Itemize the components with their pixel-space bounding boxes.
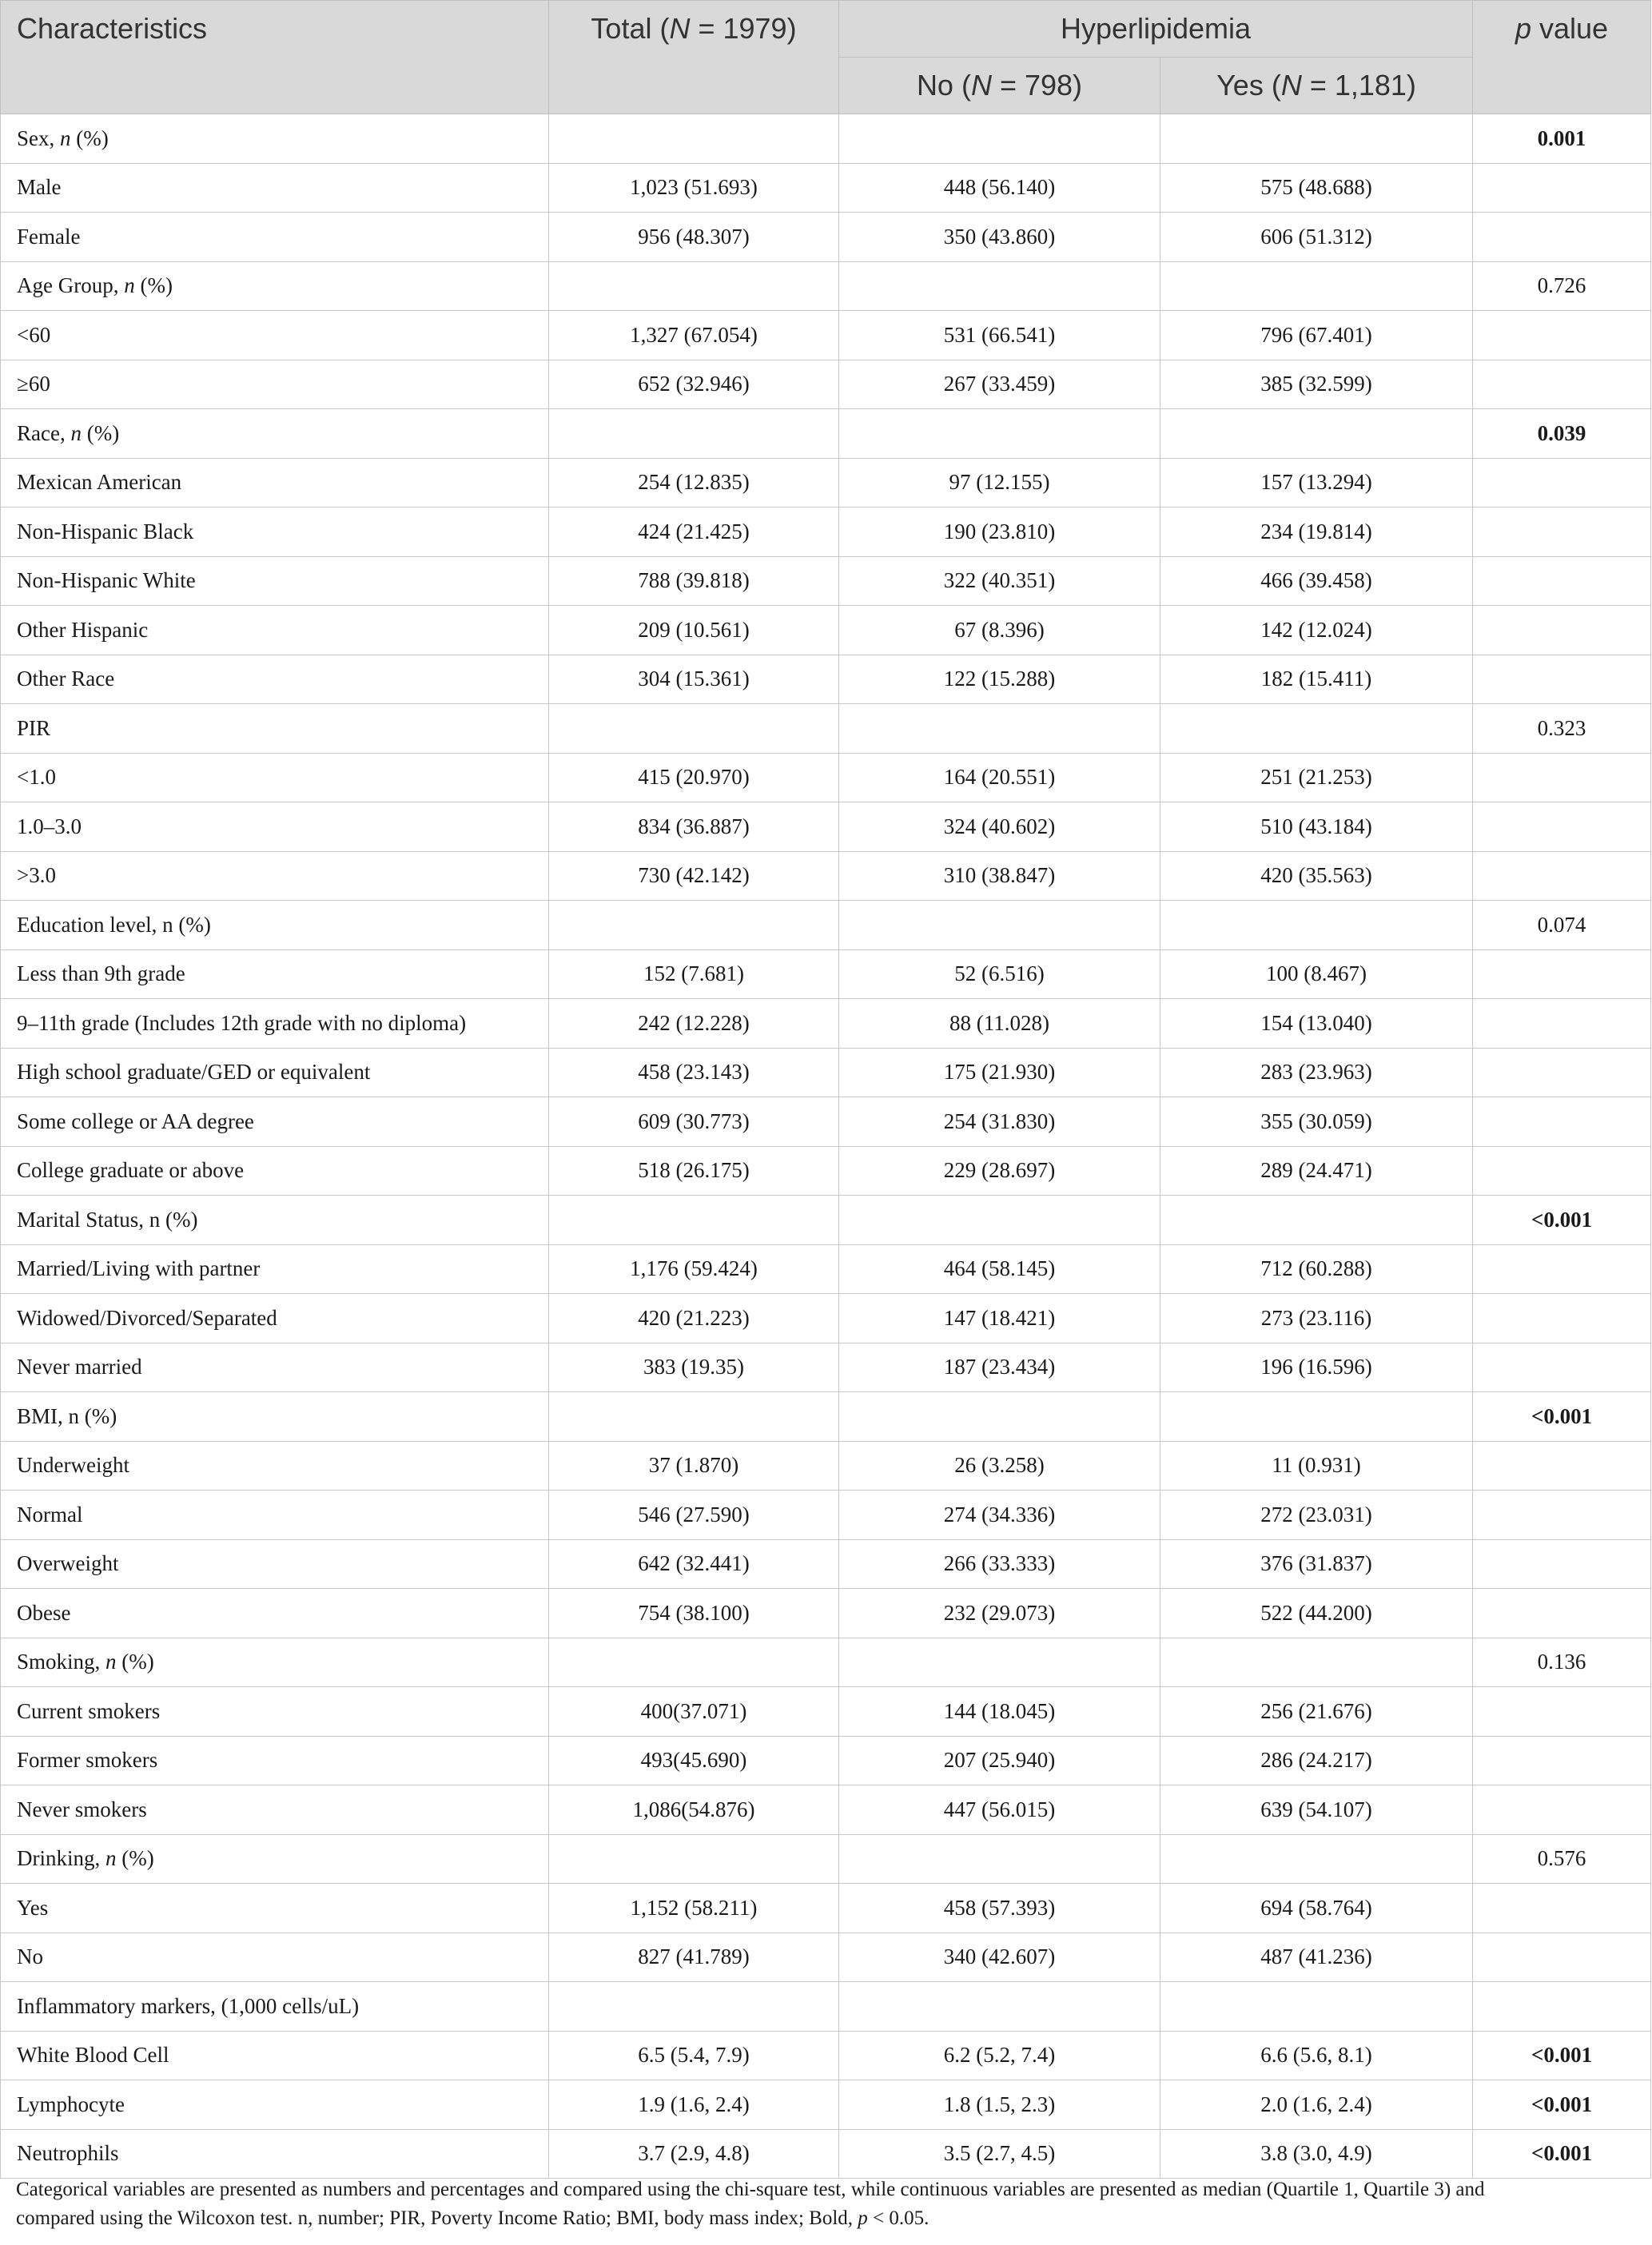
cell-yes: 606 (51.312) (1160, 213, 1473, 262)
cell-p-value (1473, 1294, 1651, 1343)
cell-no: 207 (25.940) (839, 1736, 1160, 1785)
row-label: Current smokers (1, 1687, 549, 1737)
row-label: Some college or AA degree (1, 1097, 549, 1147)
cell-yes: 286 (24.217) (1160, 1736, 1473, 1785)
cell-no: 531 (66.541) (839, 311, 1160, 360)
cell-p-value: <0.001 (1473, 1392, 1651, 1442)
row-label: Age Group, n (%) (1, 261, 549, 311)
row-label: Sex, n (%) (1, 114, 549, 164)
table-row (1, 311, 1651, 360)
cell-p-value: 0.323 (1473, 704, 1651, 754)
cell-yes (1160, 1982, 1473, 2032)
cell-total: 152 (7.681) (549, 949, 839, 999)
row-label: Lymphocyte (1, 2080, 549, 2130)
footnote-line-1: Categorical variables are presented as numbers and percentages and compared using the chi-square test, while continuous variables are presented as median (Quartile 1, Quartile 3) and (16, 2179, 1485, 2200)
cell-yes: 157 (13.294) (1160, 458, 1473, 508)
row-label: Marital Status, n (%) (1, 1196, 549, 1245)
table-row (1, 360, 1651, 409)
cell-total: 415 (20.970) (549, 753, 839, 802)
cell-total: 1,152 (58.211) (549, 1884, 839, 1933)
row-label: College graduate or above (1, 1146, 549, 1196)
row-label: Neutrophils (1, 2129, 549, 2179)
table-row (1, 802, 1651, 852)
cell-no (839, 1834, 1160, 1884)
cell-p-value (1473, 1244, 1651, 1294)
row-label: Education level, n (%) (1, 901, 549, 950)
cell-p-value (1473, 360, 1651, 409)
cell-yes (1160, 901, 1473, 950)
cell-yes: 355 (30.059) (1160, 1097, 1473, 1147)
cell-yes (1160, 409, 1473, 459)
cell-total: 458 (23.143) (549, 1048, 839, 1097)
table-row (1, 556, 1651, 606)
cell-p-value: 0.001 (1473, 114, 1651, 164)
table-footnote (16, 2175, 1638, 2233)
cell-no (839, 261, 1160, 311)
row-label: Never married (1, 1343, 549, 1392)
cell-p-value (1473, 163, 1651, 213)
cell-total: 1,327 (67.054) (549, 311, 839, 360)
cell-p-value (1473, 999, 1651, 1049)
table-row (1, 1589, 1651, 1638)
table-row (1, 949, 1651, 999)
cell-yes: 420 (35.563) (1160, 851, 1473, 901)
cell-yes: 100 (8.467) (1160, 949, 1473, 999)
cell-no (839, 1638, 1160, 1687)
cell-no: 340 (42.607) (839, 1933, 1160, 1982)
cell-no (839, 409, 1160, 459)
cell-p-value (1473, 1491, 1651, 1540)
table-row (1, 1441, 1651, 1491)
cell-no (839, 114, 1160, 164)
cell-no: 350 (43.860) (839, 213, 1160, 262)
cell-p-value (1473, 655, 1651, 704)
cell-total: 6.5 (5.4, 7.9) (549, 2031, 839, 2080)
table-row (1, 2031, 1651, 2080)
table-row (1, 1491, 1651, 1540)
cell-yes (1160, 1196, 1473, 1245)
table-row (1, 508, 1651, 557)
cell-no: 458 (57.393) (839, 1884, 1160, 1933)
cell-total: 37 (1.870) (549, 1441, 839, 1491)
cell-total: 546 (27.590) (549, 1491, 839, 1540)
cell-p-value (1473, 1982, 1651, 2032)
cell-p-value (1473, 753, 1651, 802)
cell-total: 956 (48.307) (549, 213, 839, 262)
cell-yes: 487 (41.236) (1160, 1933, 1473, 1982)
cell-total: 642 (32.441) (549, 1539, 839, 1589)
cell-total: 420 (21.223) (549, 1294, 839, 1343)
cell-yes: 712 (60.288) (1160, 1244, 1473, 1294)
cell-yes: 3.8 (3.0, 4.9) (1160, 2129, 1473, 2179)
table-row (1, 409, 1651, 459)
table-body (1, 114, 1651, 2179)
cell-p-value: <0.001 (1473, 2031, 1651, 2080)
cell-no (839, 704, 1160, 754)
table-row (1, 1933, 1651, 1982)
cell-yes (1160, 1638, 1473, 1687)
cell-no (839, 1196, 1160, 1245)
cell-total: 242 (12.228) (549, 999, 839, 1049)
cell-total: 254 (12.835) (549, 458, 839, 508)
row-label: <1.0 (1, 753, 549, 802)
cell-no: 447 (56.015) (839, 1785, 1160, 1835)
cell-total: 1,086(54.876) (549, 1785, 839, 1835)
table-row (1, 1392, 1651, 1442)
cell-no: 448 (56.140) (839, 163, 1160, 213)
cell-no: 254 (31.830) (839, 1097, 1160, 1147)
cell-total (549, 1638, 839, 1687)
table-row (1, 1294, 1651, 1343)
cell-no: 122 (15.288) (839, 655, 1160, 704)
cell-total: 730 (42.142) (549, 851, 839, 901)
cell-total (549, 114, 839, 164)
cell-yes: 154 (13.040) (1160, 999, 1473, 1049)
cell-p-value (1473, 1884, 1651, 1933)
cell-no: 232 (29.073) (839, 1589, 1160, 1638)
cell-no: 144 (18.045) (839, 1687, 1160, 1737)
cell-yes (1160, 704, 1473, 754)
table-row (1, 163, 1651, 213)
row-label: Former smokers (1, 1736, 549, 1785)
cell-yes: 273 (23.116) (1160, 1294, 1473, 1343)
cell-total: 383 (19.35) (549, 1343, 839, 1392)
cell-no: 464 (58.145) (839, 1244, 1160, 1294)
row-label: Male (1, 163, 549, 213)
table-row (1, 1343, 1651, 1392)
cell-no (839, 1982, 1160, 2032)
cell-yes: 694 (58.764) (1160, 1884, 1473, 1933)
cell-p-value (1473, 1736, 1651, 1785)
cell-total: 1,023 (51.693) (549, 163, 839, 213)
cell-yes: 376 (31.837) (1160, 1539, 1473, 1589)
table-row (1, 1097, 1651, 1147)
cell-p-value (1473, 802, 1651, 852)
row-label: Yes (1, 1884, 549, 1933)
row-label: <60 (1, 311, 549, 360)
cell-p-value (1473, 1687, 1651, 1737)
cell-yes: 234 (19.814) (1160, 508, 1473, 557)
cell-p-value (1473, 851, 1651, 901)
cell-yes (1160, 114, 1473, 164)
cell-total (549, 901, 839, 950)
cell-total: 754 (38.100) (549, 1589, 839, 1638)
cell-yes: 575 (48.688) (1160, 163, 1473, 213)
cell-no: 266 (33.333) (839, 1539, 1160, 1589)
cell-total: 304 (15.361) (549, 655, 839, 704)
cell-yes: 639 (54.107) (1160, 1785, 1473, 1835)
cell-total (549, 409, 839, 459)
cell-p-value: 0.039 (1473, 409, 1651, 459)
cell-p-value (1473, 1539, 1651, 1589)
cell-total: 652 (32.946) (549, 360, 839, 409)
table-row (1, 1736, 1651, 1785)
cell-no: 97 (12.155) (839, 458, 1160, 508)
row-label: Other Hispanic (1, 606, 549, 655)
cell-no: 88 (11.028) (839, 999, 1160, 1049)
cell-p-value: 0.726 (1473, 261, 1651, 311)
row-label: BMI, n (%) (1, 1392, 549, 1442)
table-row (1, 1982, 1651, 2032)
cell-total (549, 1834, 839, 1884)
cell-yes (1160, 261, 1473, 311)
cell-total (549, 1392, 839, 1442)
row-label: >3.0 (1, 851, 549, 901)
cell-yes: 251 (21.253) (1160, 753, 1473, 802)
cell-no: 267 (33.459) (839, 360, 1160, 409)
cell-p-value (1473, 1785, 1651, 1835)
cell-total: 400(37.071) (549, 1687, 839, 1737)
cell-total (549, 1196, 839, 1245)
row-label: Widowed/Divorced/Separated (1, 1294, 549, 1343)
row-label: 9–11th grade (Includes 12th grade with no diploma) (1, 999, 549, 1049)
cell-p-value: <0.001 (1473, 2080, 1651, 2130)
cell-total: 424 (21.425) (549, 508, 839, 557)
cell-p-value (1473, 508, 1651, 557)
cell-total: 834 (36.887) (549, 802, 839, 852)
cell-total: 518 (26.175) (549, 1146, 839, 1196)
row-label: Smoking, n (%) (1, 1638, 549, 1687)
table-header (1, 1, 1651, 114)
cell-no: 3.5 (2.7, 4.5) (839, 2129, 1160, 2179)
table-row (1, 1687, 1651, 1737)
cell-p-value (1473, 1146, 1651, 1196)
header-total: Total (N = 1979) (549, 1, 839, 114)
table-row (1, 2129, 1651, 2179)
cell-yes: 182 (15.411) (1160, 655, 1473, 704)
cell-no: 324 (40.602) (839, 802, 1160, 852)
cell-p-value (1473, 606, 1651, 655)
cell-p-value (1473, 1933, 1651, 1982)
cell-total: 209 (10.561) (549, 606, 839, 655)
cell-no: 147 (18.421) (839, 1294, 1160, 1343)
row-label: Normal (1, 1491, 549, 1540)
cell-yes: 142 (12.024) (1160, 606, 1473, 655)
cell-yes: 6.6 (5.6, 8.1) (1160, 2031, 1473, 2080)
table-row (1, 1146, 1651, 1196)
table-row (1, 1785, 1651, 1835)
cell-no: 190 (23.810) (839, 508, 1160, 557)
cell-no: 175 (21.930) (839, 1048, 1160, 1097)
cell-no: 67 (8.396) (839, 606, 1160, 655)
row-label: PIR (1, 704, 549, 754)
row-label: Underweight (1, 1441, 549, 1491)
cell-no: 164 (20.551) (839, 753, 1160, 802)
row-label: Married/Living with partner (1, 1244, 549, 1294)
row-label: ≥60 (1, 360, 549, 409)
cell-total (549, 1982, 839, 2032)
table-row (1, 851, 1651, 901)
cell-no: 229 (28.697) (839, 1146, 1160, 1196)
cell-p-value: 0.074 (1473, 901, 1651, 950)
cell-total: 493(45.690) (549, 1736, 839, 1785)
cell-yes: 385 (32.599) (1160, 360, 1473, 409)
cell-yes: 510 (43.184) (1160, 802, 1473, 852)
cell-yes: 272 (23.031) (1160, 1491, 1473, 1540)
cell-no: 274 (34.336) (839, 1491, 1160, 1540)
cell-p-value (1473, 1589, 1651, 1638)
row-label: Less than 9th grade (1, 949, 549, 999)
cell-yes: 11 (0.931) (1160, 1441, 1473, 1491)
cell-p-value (1473, 1048, 1651, 1097)
cell-p-value (1473, 458, 1651, 508)
table-row (1, 114, 1651, 164)
cell-yes (1160, 1834, 1473, 1884)
cell-yes: 522 (44.200) (1160, 1589, 1473, 1638)
cell-no: 26 (3.258) (839, 1441, 1160, 1491)
row-label: Inflammatory markers, (1,000 cells/uL) (1, 1982, 549, 2032)
row-label: Overweight (1, 1539, 549, 1589)
table-row (1, 1638, 1651, 1687)
cell-no: 310 (38.847) (839, 851, 1160, 901)
row-label: Never smokers (1, 1785, 549, 1835)
cell-p-value (1473, 311, 1651, 360)
cell-p-value (1473, 213, 1651, 262)
cell-no: 1.8 (1.5, 2.3) (839, 2080, 1160, 2130)
table-row (1, 1884, 1651, 1933)
row-label: Other Race (1, 655, 549, 704)
table-row (1, 1196, 1651, 1245)
row-label: Drinking, n (%) (1, 1834, 549, 1884)
cell-yes: 256 (21.676) (1160, 1687, 1473, 1737)
header-hyperlipidemia: Hyperlipidemia (839, 1, 1473, 58)
table-row (1, 1244, 1651, 1294)
table-row (1, 1834, 1651, 1884)
cell-no: 187 (23.434) (839, 1343, 1160, 1392)
cell-no: 6.2 (5.2, 7.4) (839, 2031, 1160, 2080)
cell-total (549, 704, 839, 754)
cell-total: 1,176 (59.424) (549, 1244, 839, 1294)
cell-p-value (1473, 556, 1651, 606)
header-characteristics: Characteristics (1, 1, 549, 114)
table-row (1, 213, 1651, 262)
table-row (1, 753, 1651, 802)
cell-yes: 2.0 (1.6, 2.4) (1160, 2080, 1473, 2130)
table-row (1, 704, 1651, 754)
cell-yes: 196 (16.596) (1160, 1343, 1473, 1392)
cell-p-value: 0.136 (1473, 1638, 1651, 1687)
cell-total: 1.9 (1.6, 2.4) (549, 2080, 839, 2130)
row-label: Non-Hispanic White (1, 556, 549, 606)
cell-no: 52 (6.516) (839, 949, 1160, 999)
cell-p-value: 0.576 (1473, 1834, 1651, 1884)
cell-no (839, 901, 1160, 950)
cell-total: 3.7 (2.9, 4.8) (549, 2129, 839, 2179)
table-row (1, 458, 1651, 508)
table-row (1, 1539, 1651, 1589)
row-label: High school graduate/GED or equivalent (1, 1048, 549, 1097)
row-label: Non-Hispanic Black (1, 508, 549, 557)
table-row (1, 999, 1651, 1049)
footnote-line-2: compared using the Wilcoxon test. n, number; PIR, Poverty Income Ratio; BMI, body mass index; Bold, p < 0.05. (16, 2207, 929, 2229)
row-label: 1.0–3.0 (1, 802, 549, 852)
header-yes: Yes (N = 1,181) (1160, 58, 1473, 114)
header-p-value: p value (1473, 1, 1651, 114)
cell-total: 827 (41.789) (549, 1933, 839, 1982)
cell-p-value (1473, 949, 1651, 999)
cell-total: 609 (30.773) (549, 1097, 839, 1147)
cell-no: 322 (40.351) (839, 556, 1160, 606)
cell-yes: 466 (39.458) (1160, 556, 1473, 606)
table-row (1, 1048, 1651, 1097)
cell-p-value (1473, 1097, 1651, 1147)
cell-yes (1160, 1392, 1473, 1442)
row-label: Obese (1, 1589, 549, 1638)
cell-p-value: <0.001 (1473, 1196, 1651, 1245)
cell-total: 788 (39.818) (549, 556, 839, 606)
cell-p-value: <0.001 (1473, 2129, 1651, 2179)
row-label: No (1, 1933, 549, 1982)
table-row (1, 2080, 1651, 2130)
row-label: White Blood Cell (1, 2031, 549, 2080)
cell-yes: 283 (23.963) (1160, 1048, 1473, 1097)
cell-yes: 289 (24.471) (1160, 1146, 1473, 1196)
cell-p-value (1473, 1441, 1651, 1491)
cell-yes: 796 (67.401) (1160, 311, 1473, 360)
header-no: No (N = 798) (839, 58, 1160, 114)
table-row (1, 901, 1651, 950)
row-label: Race, n (%) (1, 409, 549, 459)
row-label: Mexican American (1, 458, 549, 508)
cell-total (549, 261, 839, 311)
cell-no (839, 1392, 1160, 1442)
cell-p-value (1473, 1343, 1651, 1392)
row-label: Female (1, 213, 549, 262)
table-row (1, 261, 1651, 311)
table-row (1, 655, 1651, 704)
table-row (1, 606, 1651, 655)
